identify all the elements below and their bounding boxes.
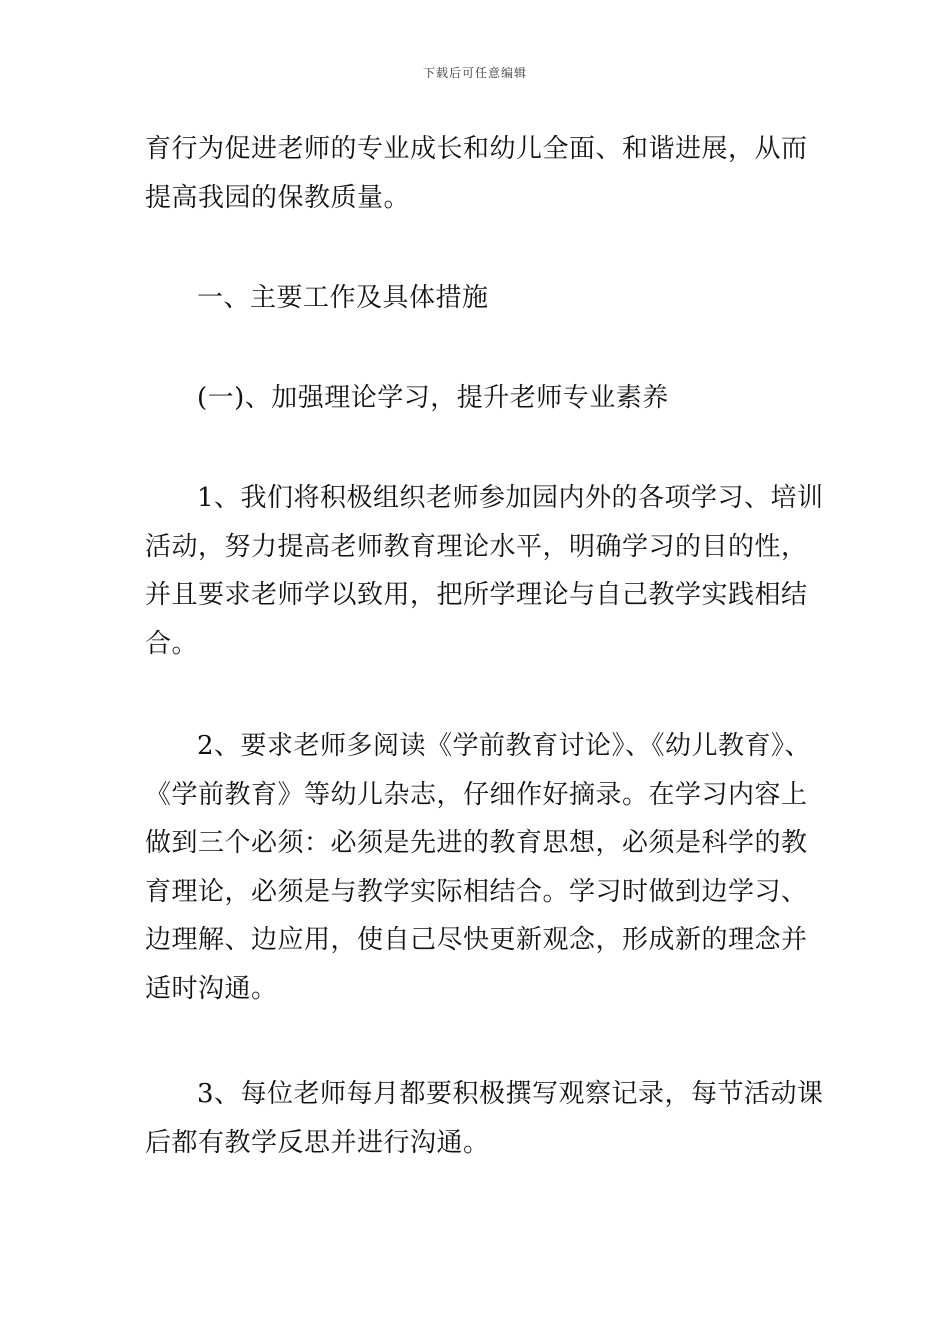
- section-heading: [145, 274, 825, 323]
- text-line: (一)、加强理论学习，提升老师专业素养: [197, 383, 669, 413]
- text-line: 育理论，必须是与教学实际相结合。学习时做到边学习、: [145, 876, 808, 907]
- header-note: 下载后可任意编辑: [422, 66, 527, 80]
- text-line: 活动，努力提高老师教育理论水平，明确学习的目的性，: [145, 531, 808, 562]
- paragraph-intro: [145, 125, 825, 222]
- subsection-heading: [145, 374, 825, 423]
- paragraph-item-3: [145, 1070, 825, 1167]
- paragraph-item-1: [145, 474, 825, 668]
- paragraph-item-2: [145, 722, 825, 1013]
- text-line: 3、每位老师每月都要积极撰写观察记录，每节活动课: [197, 1079, 824, 1109]
- text-line: 边理解、边应用，使自己尽快更新观念，形成新的理念并: [145, 925, 808, 955]
- text-line: 并且要求老师学以致用，把所学理论与自己教学实践相结: [145, 580, 808, 610]
- text-line: 一、主要工作及具体措施: [197, 283, 489, 313]
- text-line: 合。: [145, 628, 199, 659]
- text-line: 后都有教学反思并进行沟通。: [145, 1127, 490, 1158]
- text-line: 适时沟通。: [145, 973, 278, 1004]
- text-line: 做到三个必须：必须是先进的教育思想，必须是科学的教: [145, 828, 808, 858]
- text-line: 育行为促进老师的专业成长和幼儿全面、和谐进展，从而: [145, 134, 808, 164]
- text-line: 1、我们将积极组织老师参加园内外的各项学习、培训: [197, 483, 824, 513]
- text-line: 2、要求老师多阅读《学前教育讨论》、《幼儿教育》、: [197, 731, 812, 761]
- text-line: 提高我园的保教质量。: [145, 182, 411, 213]
- text-line: 《学前教育》等幼儿杂志，仔细作好摘录。在学习内容上: [145, 779, 808, 810]
